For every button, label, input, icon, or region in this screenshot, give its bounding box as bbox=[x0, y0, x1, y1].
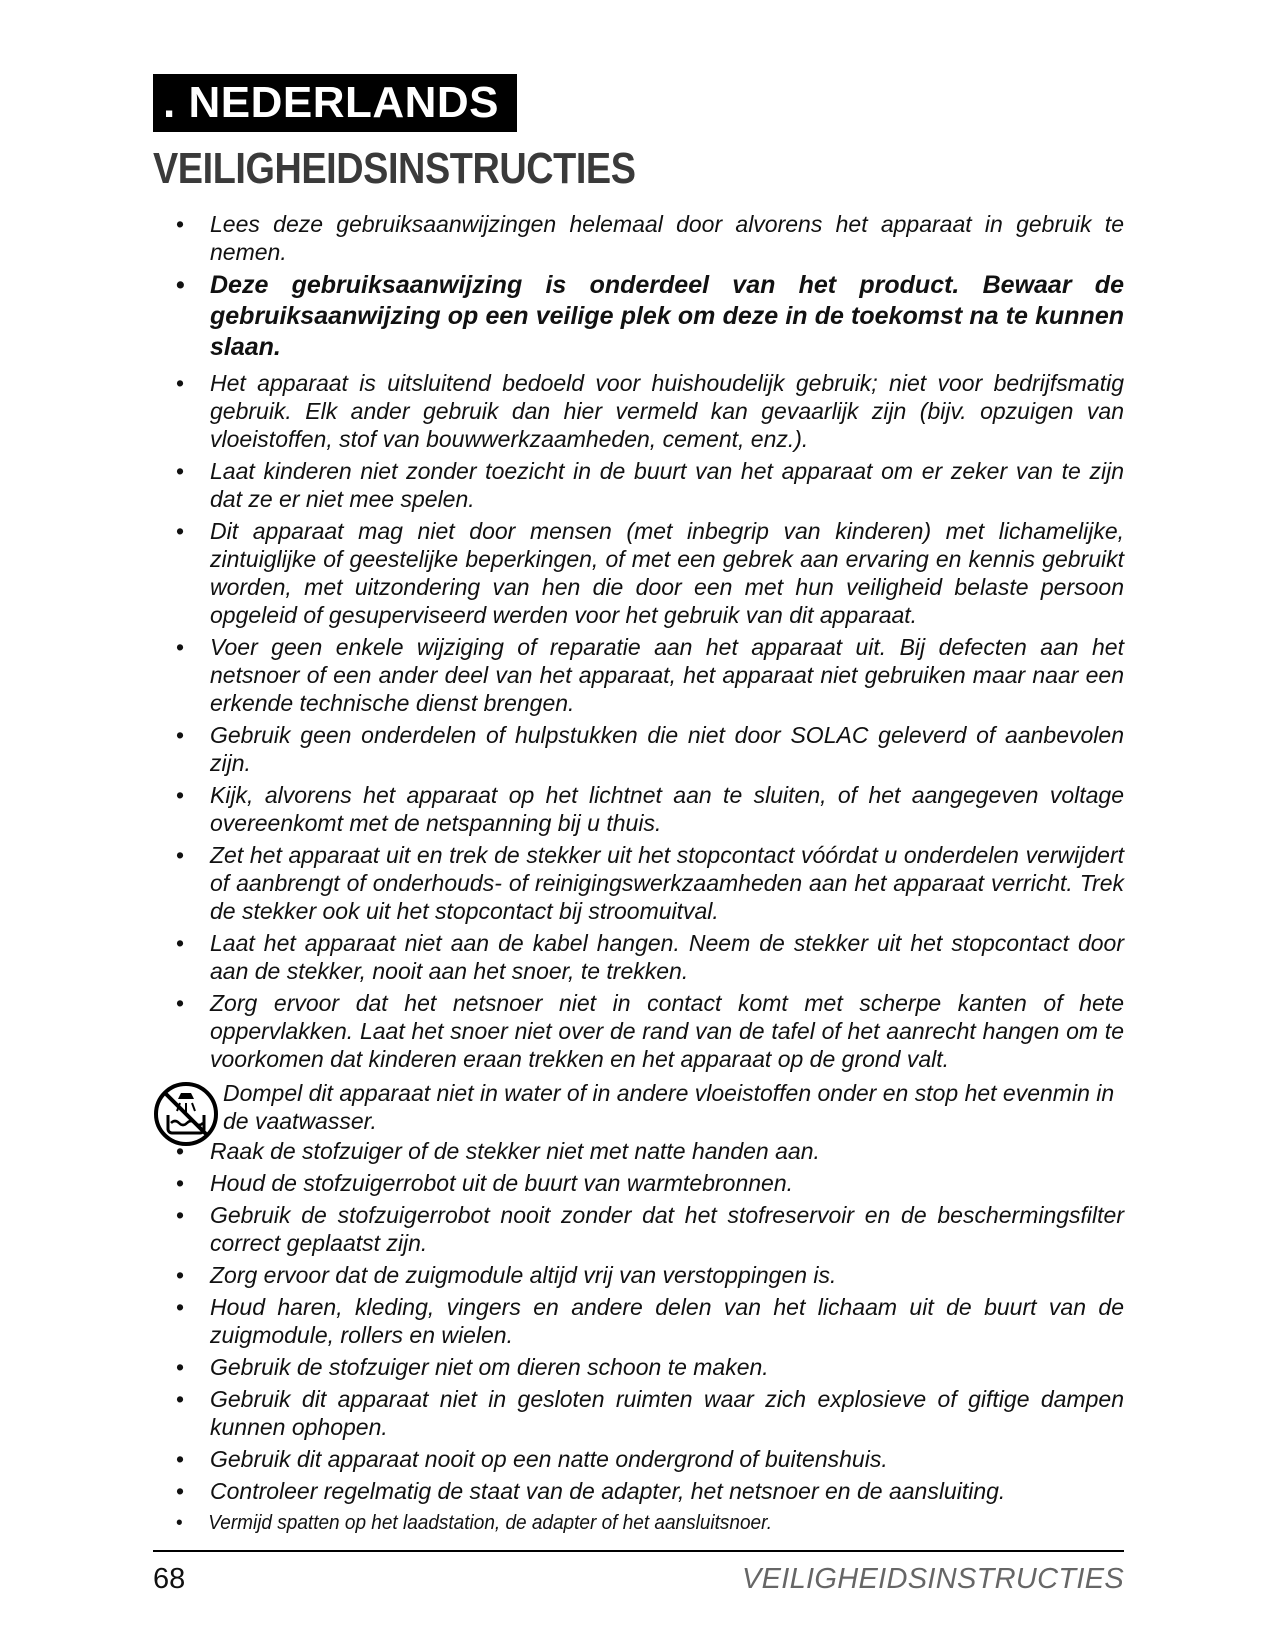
instruction-text: Gebruik dit apparaat niet in gesloten ruimten waar zich explosieve of giftige dampen kunnen ophopen. bbox=[210, 1386, 1124, 1440]
bullet: • bbox=[176, 211, 185, 237]
footer-divider bbox=[153, 1550, 1124, 1552]
instruction-text: Dit apparaat mag niet door mensen (met inbegrip van kinderen) met lichamelijke, zintuiglijke of geestelijke beperkingen, of met een gebrek aan ervaring en kennis gebruikt worden, met uitzondering van hen die door een met hun veiligheid belaste persoon opgeleid of gesuperviseerd werden voor het gebruik van dit apparaat. bbox=[210, 518, 1124, 628]
list-item bbox=[176, 1201, 1124, 1257]
list-item bbox=[176, 369, 1124, 453]
instruction-text: Gebruik de stofzuigerrobot nooit zonder dat het stofreservoir en de beschermingsfilter correct geplaatst zijn. bbox=[210, 1202, 1124, 1256]
list-item bbox=[176, 1137, 1124, 1165]
list-item bbox=[176, 989, 1124, 1073]
safety-instructions-list bbox=[176, 210, 1124, 1541]
bullet: • bbox=[176, 842, 185, 868]
list-item bbox=[176, 1385, 1124, 1441]
instruction-text: Laat het apparaat niet aan de kabel hangen. Neem de stekker uit het stopcontact door aan de stekker, nooit aan het snoer, te trekken. bbox=[210, 930, 1124, 984]
instruction-text: Gebruik dit apparaat nooit op een natte ondergrond of buitenshuis. bbox=[210, 1446, 888, 1472]
instruction-text: Vermijd spatten op het laadstation, de adapter of het aansluitsnoer. bbox=[208, 1512, 772, 1534]
list-item bbox=[176, 210, 1124, 266]
bullet: • bbox=[176, 1478, 185, 1504]
instruction-text: Zorg ervoor dat de zuigmodule altijd vrij van verstoppingen is. bbox=[210, 1262, 837, 1288]
list-item bbox=[176, 1477, 1124, 1505]
list-item bbox=[176, 781, 1124, 837]
list-item bbox=[176, 457, 1124, 513]
bullet: • bbox=[176, 1138, 185, 1164]
bullet: • bbox=[176, 458, 185, 484]
instruction-text: Houd haren, kleding, vingers en andere delen van het lichaam uit de buurt van de zuigmodule, rollers en wielen. bbox=[210, 1294, 1124, 1348]
list-item bbox=[176, 633, 1124, 717]
list-item-warning bbox=[153, 1079, 1124, 1135]
language-label: . NEDERLANDS bbox=[153, 74, 517, 132]
bullet: • bbox=[176, 1386, 185, 1412]
list-item bbox=[176, 1261, 1124, 1289]
instruction-text: Zorg ervoor dat het netsnoer niet in contact komt met scherpe kanten of hete oppervlakken. Laat het snoer niet over de rand van de tafel of het aanrecht hangen om te voorkomen dat kinderen eraan trekken en het apparaat op de grond valt. bbox=[210, 990, 1124, 1072]
instruction-text: Controleer regelmatig de staat van de adapter, het netsnoer en de aansluiting. bbox=[210, 1478, 1006, 1504]
bullet: • bbox=[176, 1446, 185, 1472]
bullet: • bbox=[176, 271, 185, 299]
list-item bbox=[176, 1169, 1124, 1197]
instruction-text: Lees deze gebruiksaanwijzingen helemaal door alvorens het apparaat in gebruik te nemen. bbox=[210, 211, 1124, 265]
instruction-text: Deze gebruiksaanwijzing is onderdeel van het product. Bewaar de gebruiksaanwijzing op een veilige plek om deze in de toekomst na te kunnen slaan. bbox=[210, 271, 1124, 361]
list-item bbox=[176, 1509, 1077, 1537]
bullet: • bbox=[176, 1170, 185, 1196]
list-item bbox=[176, 517, 1124, 629]
list-item bbox=[176, 721, 1124, 777]
list-item-important bbox=[176, 270, 1124, 363]
list-item bbox=[176, 1293, 1124, 1349]
bullet: • bbox=[176, 1354, 185, 1380]
bullet: • bbox=[176, 1202, 185, 1228]
instruction-text: Gebruik geen onderdelen of hulpstukken die niet door SOLAC geleverd of aanbevolen zijn. bbox=[210, 722, 1124, 776]
bullet: • bbox=[176, 990, 185, 1016]
footer-title: VEILIGHEIDSINSTRUCTIES bbox=[741, 1563, 1124, 1595]
bullet: • bbox=[176, 1262, 185, 1288]
instruction-text: Dompel dit apparaat niet in water of in andere vloeistoffen onder en stop het evenmin in de vaatwasser. bbox=[223, 1080, 1115, 1134]
bullet: • bbox=[176, 634, 185, 660]
instruction-text: Raak de stofzuiger of de stekker niet met natte handen aan. bbox=[210, 1138, 820, 1164]
instruction-text: Voer geen enkele wijziging of reparatie aan het apparaat uit. Bij defecten aan het netsnoer of een ander deel van het apparaat, het apparaat niet gebruiken maar naar een erkende technische dienst brengen. bbox=[210, 634, 1124, 716]
bullet: • bbox=[176, 930, 185, 956]
bullet: • bbox=[176, 722, 185, 748]
instruction-text: Gebruik de stofzuiger niet om dieren schoon te maken. bbox=[210, 1354, 769, 1380]
instruction-text: Laat kinderen niet zonder toezicht in de buurt van het apparaat om er zeker van te zijn dat ze er niet mee spelen. bbox=[210, 458, 1124, 512]
list-item bbox=[176, 1353, 1124, 1381]
bullet: • bbox=[176, 370, 185, 396]
list-item bbox=[176, 1445, 1124, 1473]
bullet: • bbox=[176, 1294, 185, 1320]
instruction-text: Het apparaat is uitsluitend bedoeld voor huishoudelijk gebruik; niet voor bedrijfsmatig gebruik. Elk ander gebruik dan hier vermeld kan gevaarlijk zijn (bijv. opzuigen van vloeistoffen, stof van bouwwerkzaamheden, cement, enz.). bbox=[210, 370, 1124, 452]
instruction-text: Zet het apparaat uit en trek de stekker uit het stopcontact vóórdat u onderdelen verwijdert of aanbrengt of onderhouds- of reinigingswerkzaamheden aan het apparaat verricht. Trek de stekker ook uit het stopcontact bij stroomuitval. bbox=[210, 842, 1124, 924]
bullet: • bbox=[176, 1512, 183, 1534]
section-title: VEILIGHEIDSINSTRUCTIES bbox=[153, 144, 636, 193]
instruction-text: Kijk, alvorens het apparaat op het lichtnet aan te sluiten, of het aangegeven voltage overeenkomt met de netspanning bij u thuis. bbox=[210, 782, 1124, 836]
list-item bbox=[176, 841, 1124, 925]
instruction-text: Houd de stofzuigerrobot uit de buurt van warmtebronnen. bbox=[210, 1170, 794, 1196]
bullet: • bbox=[176, 518, 185, 544]
list-item bbox=[176, 929, 1124, 985]
page-number: 68 bbox=[153, 1563, 186, 1595]
bullet: • bbox=[176, 782, 185, 808]
